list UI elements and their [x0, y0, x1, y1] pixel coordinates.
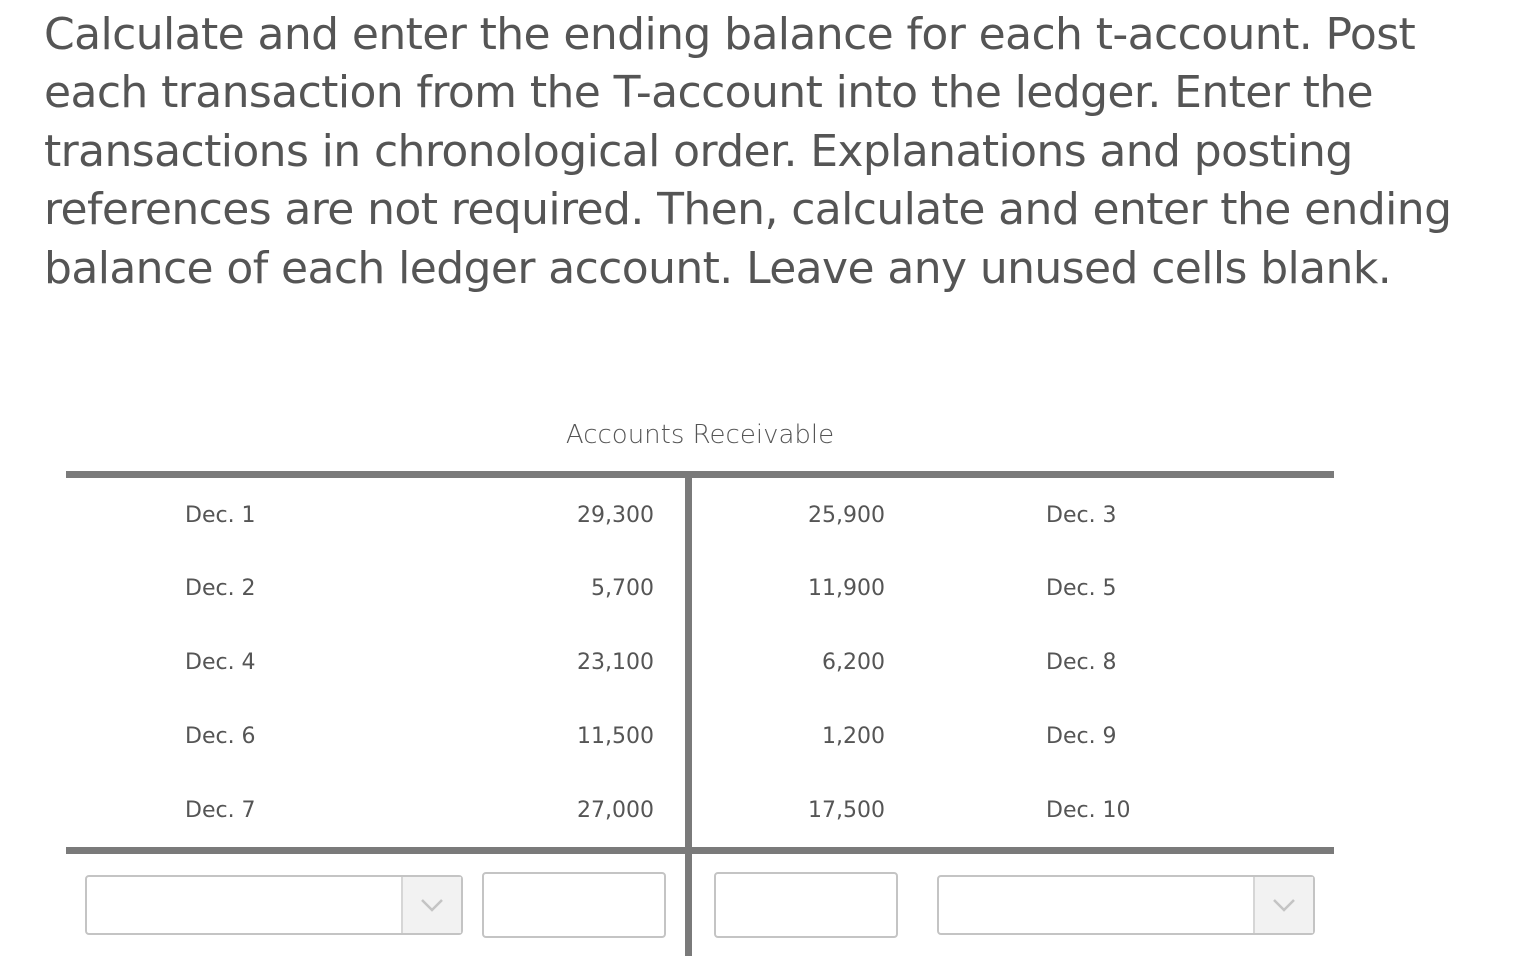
t-account-balance-rule [66, 847, 1334, 854]
t-account-row [66, 717, 1334, 757]
credit-date: Dec. 9 [1046, 724, 1117, 749]
t-account-row [66, 643, 1334, 683]
t-account-title: Accounts Receivable [565, 420, 835, 450]
balance-amount-input-left[interactable] [482, 872, 666, 938]
credit-date: Dec. 10 [1046, 798, 1131, 823]
debit-date: Dec. 4 [185, 650, 256, 675]
debit-amount: 11,500 [577, 724, 654, 749]
debit-amount: 5,700 [591, 576, 654, 601]
credit-amount: 6,200 [822, 650, 885, 675]
debit-date: Dec. 2 [185, 576, 256, 601]
chevron-down-icon[interactable] [401, 877, 461, 933]
balance-amount-input-right[interactable] [714, 872, 898, 938]
t-account-row [66, 791, 1334, 831]
credit-date: Dec. 8 [1046, 650, 1117, 675]
balance-label-dropdown-right[interactable] [937, 875, 1315, 935]
credit-date: Dec. 5 [1046, 576, 1117, 601]
credit-date: Dec. 3 [1046, 503, 1117, 528]
debit-amount: 23,100 [577, 650, 654, 675]
debit-date: Dec. 1 [185, 503, 256, 528]
credit-amount: 1,200 [822, 724, 885, 749]
debit-date: Dec. 7 [185, 798, 256, 823]
credit-amount: 11,900 [808, 576, 885, 601]
credit-amount: 17,500 [808, 798, 885, 823]
debit-date: Dec. 6 [185, 724, 256, 749]
t-account-center-rule [685, 476, 692, 956]
t-account-top-rule [66, 471, 1334, 478]
t-account-row [66, 496, 1334, 536]
credit-amount: 25,900 [808, 503, 885, 528]
instructions-text: Calculate and enter the ending balance for each t-account. Post each transaction from the T-account into the ledger. Enter the transactions in chronological order. Explanations and posting references are not required. Then, calculate and enter the ending balance of each ledger account. Leave any unused cells blank. [44, 9, 1452, 294]
chevron-down-icon[interactable] [1253, 877, 1313, 933]
t-account-accounts-receivable [66, 415, 1334, 960]
debit-amount: 27,000 [577, 798, 654, 823]
balance-label-dropdown-left[interactable] [85, 875, 463, 935]
t-account-row [66, 569, 1334, 609]
debit-amount: 29,300 [577, 503, 654, 528]
